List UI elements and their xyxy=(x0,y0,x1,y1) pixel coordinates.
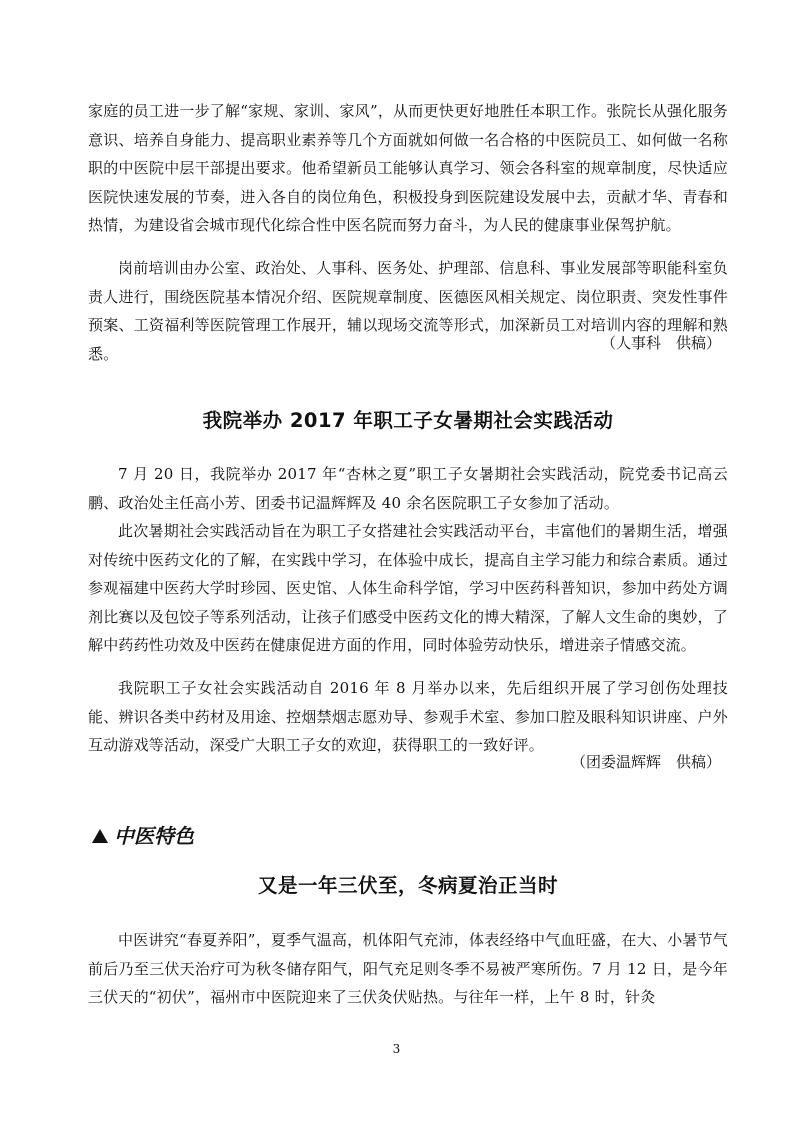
section-title: 中医特色 xyxy=(114,824,194,848)
article-3-paragraph-1: 中医讲究“春夏养阳”，夏季气温高，机体阳气充沛，体表经络中气血旺盛，在大、小暑节气前后乃至三伏天治疗可为秋冬储存阳气，阳气充足则冬季不易被严寒所伤。7 月 12 日，是今年三伏天的“初伏”，福州市中医院迎来了三伏灸伏贴热。与往年一样，上午 8 时，针灸 xyxy=(88,931,728,1007)
article-3-title: 又是一年三伏至，冬病夏治正当时 xyxy=(257,874,558,897)
section-heading xyxy=(92,822,194,850)
article-2-title: 我院举办 2017 年职工子女暑期社会实践活动 xyxy=(202,409,614,432)
article-1-paragraph-2: 岗前培训由办公室、政治处、人事科、医务处、护理部、信息科、事业发展部等职能科室负责人进行，围绕医院基本情况介绍、医院规章制度、医德医风相关规定、岗位职责、突发性事件预案、工资福利等医院管理工作展开，辅以现场交流等形式，加深新员工对培训内容的理解和熟悉。 xyxy=(88,259,728,363)
article-1-credit: （人事科 供稿） xyxy=(600,334,721,352)
article-2-paragraph-2: 此次暑期社会实践活动旨在为职工子女搭建社会实践活动平台，丰富他们的暑期生活，增强对传统中医药文化的了解，在实践中学习，在体验中成长，提高自主学习能力和综合素质。通过参观福建中医药大学时珍园、医史馆、人体生命科学馆，学习中医药科普知识，参加中药处方调剂比赛以及包饺子等系列活动，让孩子们感受中医药文化的博大精深，了解人文生命的奥妙，了解中药药性功效及中医药在健康促进方面的作用，同时体验劳动快乐，增进亲子情感交流。 xyxy=(88,522,728,655)
article-2-credit: （团委温辉辉 供稿） xyxy=(570,753,721,771)
article-2-paragraph-1: 7 月 20 日，我院举办 2017 年“杏林之夏”职工子女暑期社会实践活动，院党委书记高云鹏、政治处主任高小芳、团委书记温辉辉及 40 余名医院职工子女参加了活动。 xyxy=(88,465,728,512)
article-1-paragraph-1: 家庭的员工进一步了解“家规、家训、家风”，从而更快更好地胜任本职工作。张院长从强化服务意识、培养自身能力、提高职业素养等几个方面就如何做一名合格的中医院员工、如何做一名称职的中医院中层干部提出要求。他希望新员工能够认真学习、领会各科室的规章制度，尽快适应医院快速发展的节奏，进入各自的岗位角色，积极投身到医院建设发展中去，贡献才华、青春和热情，为建设省会城市现代化综合性中医名院而努力奋斗，为人民的健康事业保驾护航。 xyxy=(88,102,728,235)
triangle-marker-icon xyxy=(92,829,108,843)
page-number: 3 xyxy=(392,1042,401,1056)
article-2-paragraph-3: 我院职工子女社会实践活动自 2016 年 8 月举办以来，先后组织开展了学习创伤处理技能、辨识各类中药材及用途、控烟禁烟志愿劝导、参观手术室、参加口腔及眼科知识讲座、户外互动游戏等活动，深受广大职工子女的欢迎，获得职工的一致好评。 xyxy=(88,679,728,755)
